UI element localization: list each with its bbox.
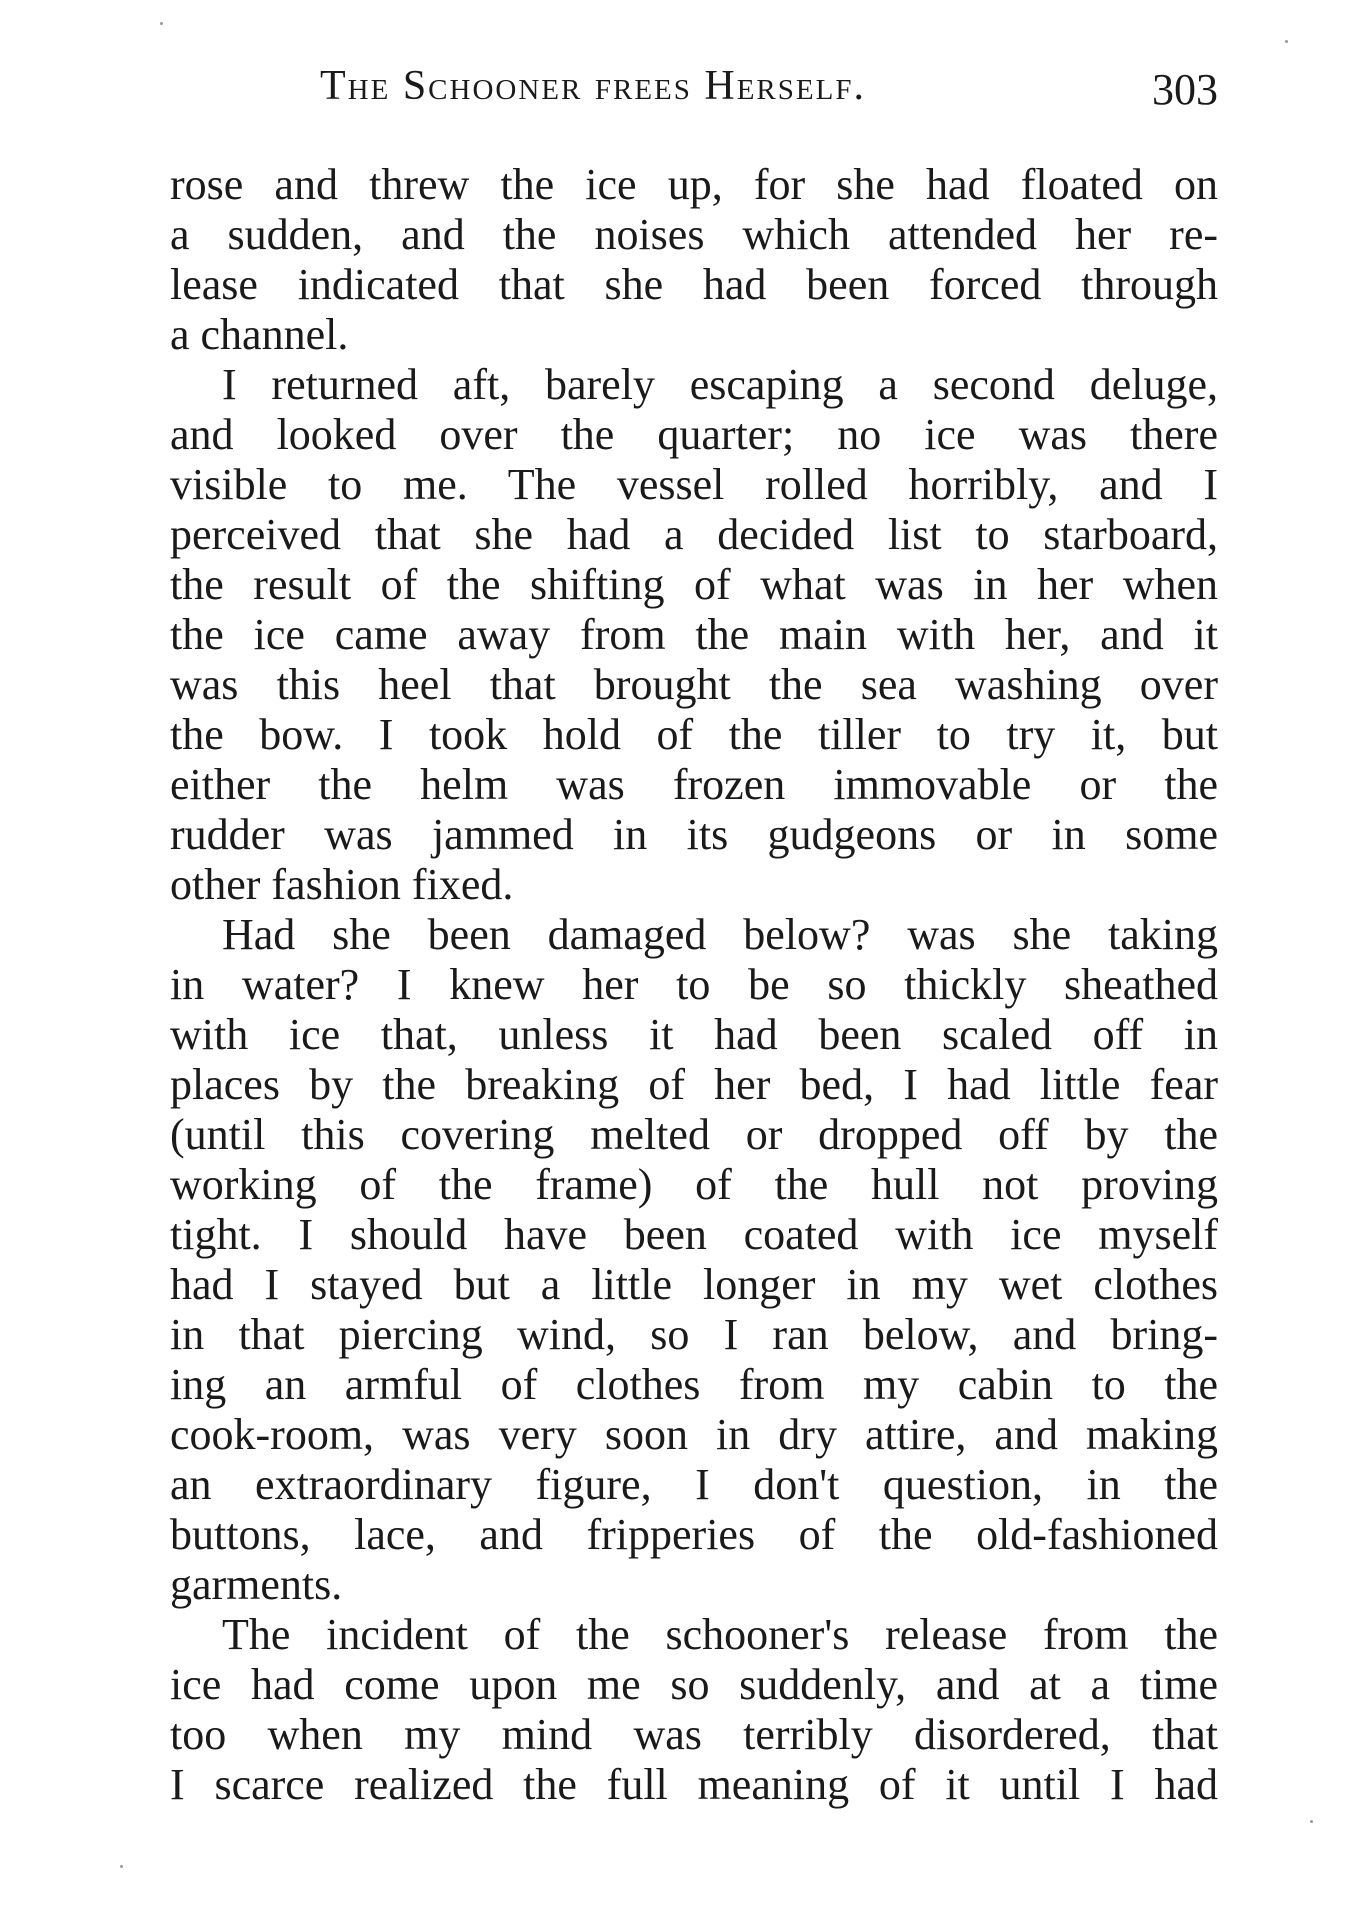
text-line: in water? I knew her to be so thickly sheathed [170, 960, 1218, 1009]
text-line: with ice that, unless it had been scaled off in [170, 1010, 1218, 1059]
text-line: rudder was jammed in its gudgeons or in some [170, 810, 1218, 859]
text-line: other fashion fixed. [170, 860, 514, 909]
running-title: The Schooner frees Herself. [320, 63, 866, 109]
text-line: too when my mind was terribly disordered, that [170, 1710, 1218, 1759]
text-line: ing an armful of clothes from my cabin to the [170, 1360, 1218, 1409]
text-line: I returned aft, barely escaping a second deluge, [222, 360, 1218, 409]
text-line: the result of the shifting of what was in her when [170, 560, 1218, 609]
text-line: The incident of the schooner's release from the [222, 1610, 1218, 1659]
scan-speck [1310, 1820, 1313, 1823]
body-text [170, 160, 1218, 1810]
text-line: working of the frame) of the hull not proving [170, 1160, 1218, 1209]
text-line: places by the breaking of her bed, I had little fear [170, 1060, 1218, 1109]
text-line: ice had come upon me so suddenly, and at a time [170, 1660, 1218, 1709]
running-head [170, 62, 1218, 122]
text-line: either the helm was frozen immovable or the [170, 760, 1218, 809]
text-line: rose and threw the ice up, for she had floated on [170, 160, 1218, 209]
text-line: lease indicated that she had been forced through [170, 260, 1218, 309]
text-line: tight. I should have been coated with ice myself [170, 1210, 1218, 1259]
text-line: I scarce realized the full meaning of it until I had [170, 1760, 1218, 1809]
page-number: 303 [1152, 65, 1218, 114]
text-line: garments. [170, 1560, 343, 1609]
text-line: the bow. I took hold of the tiller to try it, but [170, 710, 1218, 759]
text-line: a channel. [170, 310, 349, 359]
text-line: was this heel that brought the sea washing over [170, 660, 1218, 709]
text-line: the ice came away from the main with her, and it [170, 610, 1218, 659]
text-line: and looked over the quarter; no ice was there [170, 410, 1218, 459]
scan-speck [1285, 40, 1288, 43]
text-line: an extraordinary figure, I don't question, in the [170, 1460, 1218, 1509]
scan-speck [160, 22, 163, 25]
scan-speck [120, 1865, 123, 1868]
text-line: in that piercing wind, so I ran below, and bring- [170, 1310, 1218, 1359]
text-line: cook-room, was very soon in dry attire, and making [170, 1410, 1218, 1459]
text-line: buttons, lace, and fripperies of the old-fashioned [170, 1510, 1218, 1559]
text-line: had I stayed but a little longer in my wet clothes [170, 1260, 1218, 1309]
text-line: visible to me. The vessel rolled horribly, and I [170, 460, 1218, 509]
text-line: perceived that she had a decided list to starboard, [170, 510, 1218, 559]
text-line: Had she been damaged below? was she taking [222, 910, 1218, 959]
text-line: (until this covering melted or dropped off by the [170, 1110, 1218, 1159]
text-line: a sudden, and the noises which attended her re- [170, 210, 1218, 259]
